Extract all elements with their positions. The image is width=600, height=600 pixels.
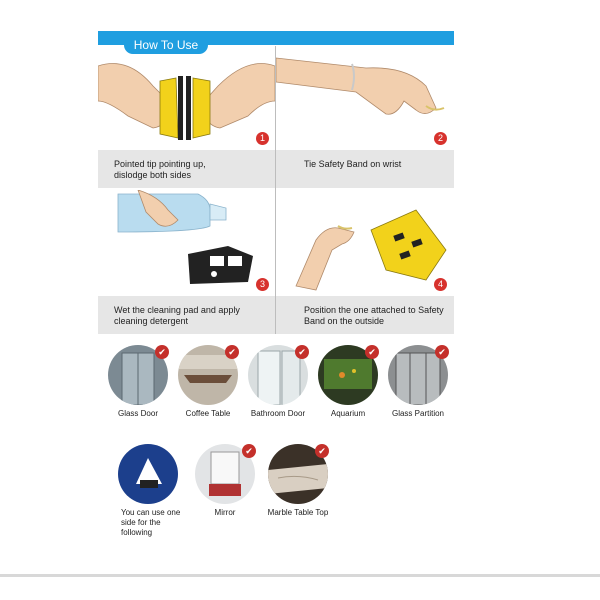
check-badge: ✔ [242, 444, 256, 458]
step-4-illustration [276, 190, 454, 296]
step-1-illustration [98, 46, 275, 150]
use-mirror [190, 444, 260, 518]
bottom-divider [0, 574, 600, 577]
use-label: Coffee Table [185, 409, 231, 418]
use-one-side [113, 444, 183, 538]
hands-holding-cleaner-icon [98, 46, 275, 150]
use-label: Marble Table Top [267, 508, 329, 517]
step-3-badge: 3 [256, 278, 269, 291]
use-glass-door [103, 345, 173, 419]
instruction-sheet [98, 0, 454, 570]
check-badge: ✔ [295, 345, 309, 359]
use-glass-partition [383, 345, 453, 419]
use-marble-table-top [263, 444, 333, 518]
step-4-caption: Position the one attached to Safety Band on the outside [304, 305, 444, 326]
detergent-bottle-icon [98, 190, 275, 296]
check-badge: ✔ [315, 444, 329, 458]
cleaner-on-glass-icon [276, 190, 454, 296]
use-label: Aquarium [330, 409, 366, 418]
how-to-use-title: How To Use [124, 36, 208, 54]
use-label: Mirror [214, 508, 236, 517]
step-2-illustration [276, 46, 454, 150]
wrist-band-icon [276, 46, 454, 150]
step-4-badge: 4 [434, 278, 447, 291]
step-2-caption: Tie Safety Band on wrist [304, 159, 402, 169]
step-1-badge: 1 [256, 132, 269, 145]
check-badge: ✔ [435, 345, 449, 359]
use-bathroom-door [243, 345, 313, 419]
cleaner-icon [118, 444, 178, 504]
use-coffee-table [173, 345, 243, 419]
use-label: You can use one side for the following [121, 508, 181, 537]
use-label: Glass Door [117, 409, 158, 418]
step-1-caption: Pointed tip pointing up, dislodge both sides [114, 159, 206, 180]
step-2-badge: 2 [434, 132, 447, 145]
step-divider [275, 46, 276, 334]
check-badge: ✔ [225, 345, 239, 359]
step-3-illustration [98, 190, 275, 296]
step-3-caption: Wet the cleaning pad and apply cleaning detergent [114, 305, 240, 326]
use-aquarium [313, 345, 383, 419]
check-badge: ✔ [155, 345, 169, 359]
check-badge: ✔ [365, 345, 379, 359]
use-label: Glass Partition [391, 409, 445, 418]
use-label: Bathroom Door [250, 409, 306, 418]
